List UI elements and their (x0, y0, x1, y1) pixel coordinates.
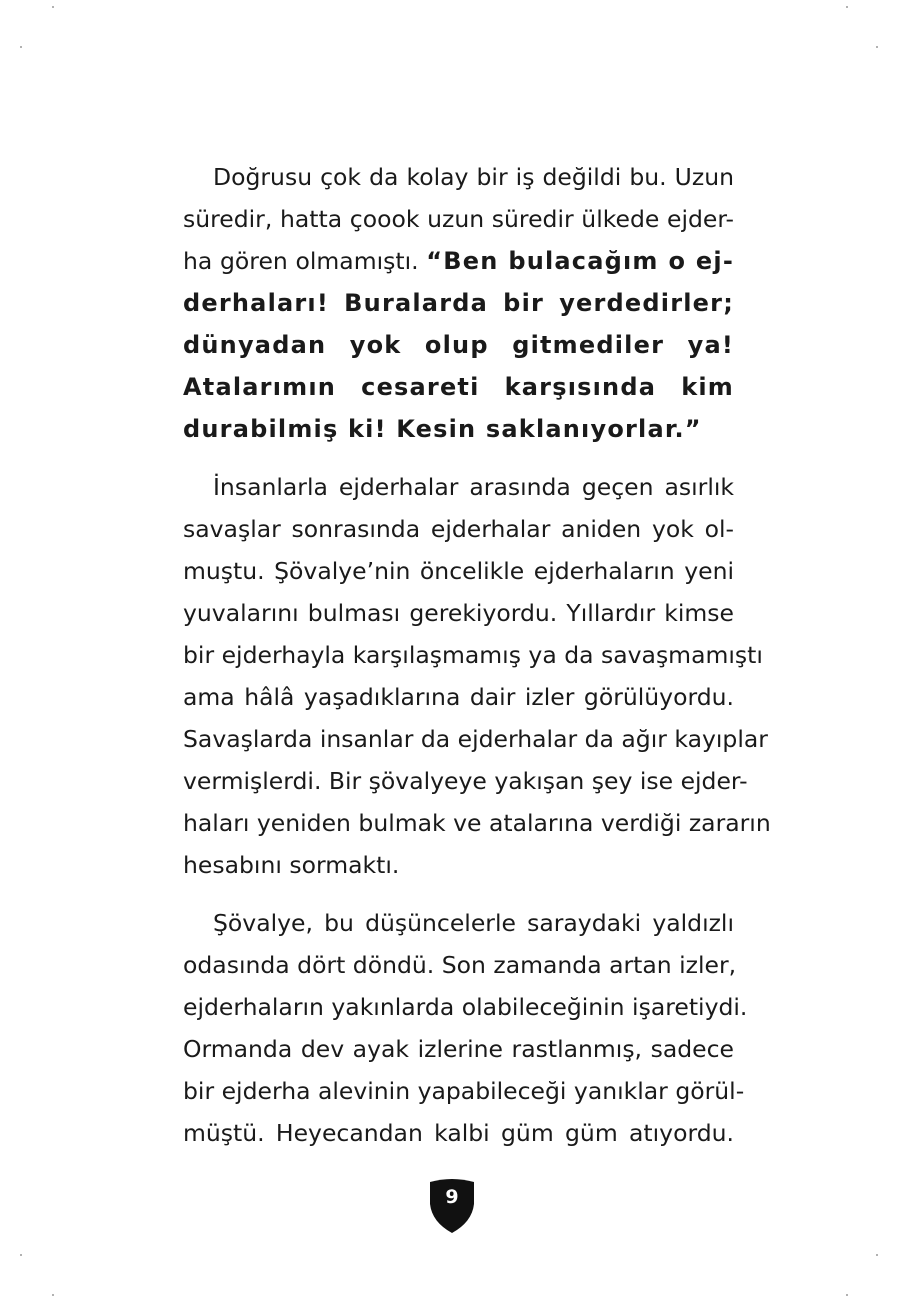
text-line: odasında dört döndü. Son zamanda artan izler, (183, 951, 737, 979)
paragraph-1 (183, 156, 734, 450)
quote-line: dünyadan yok olup gitmediler ya! (183, 331, 734, 359)
text-line: yuvalarını bulması gerekiyordu. Yıllardır kimse (183, 599, 734, 627)
crop-mark (52, 6, 54, 8)
text-line: bir ejderha alevinin yapabileceği yanıklar görül- (183, 1077, 745, 1105)
text-line: Ormanda dev ayak izlerine rastlanmış, sadece (183, 1035, 734, 1063)
paragraph-3 (183, 902, 748, 1154)
text-line: ama hâlâ yaşadıklarına dair izler görülüyordu. (183, 683, 734, 711)
page-number: 9 (445, 1186, 459, 1208)
text-line: Savaşlarda insanlar da ejderhalar da ağır kayıplar (183, 725, 768, 753)
text-line: hesabını sormaktı. (183, 851, 400, 879)
crop-mark (846, 1294, 848, 1296)
crop-mark (20, 1254, 22, 1256)
quote-start: “Ben bulacağım o ej- (426, 247, 734, 275)
text-line (183, 240, 734, 282)
text-line: Doğrusu çok da kolay bir iş değildi bu. Uzun (213, 163, 734, 191)
text-line: bir ejderhayla karşılaşmamış ya da savaşmamıştı (183, 641, 763, 669)
quote-line: Atalarımın cesareti karşısında kim (183, 373, 734, 401)
text-line: haları yeniden bulmak ve atalarına verdiği zararın (183, 809, 771, 837)
text-line: muştu. Şövalye’nin öncelikle ejderhaların yeni (183, 557, 734, 585)
crop-mark (876, 46, 878, 48)
text-line: müştü. Heyecandan kalbi güm güm atıyordu. (183, 1119, 734, 1147)
crop-mark (876, 1254, 878, 1256)
crop-mark (846, 6, 848, 8)
text-line: vermişlerdi. Bir şövalyeye yakışan şey ise ejder- (183, 767, 748, 795)
crop-mark (52, 1294, 54, 1296)
crop-mark (20, 46, 22, 48)
text-line: savaşlar sonrasında ejderhalar aniden yok ol- (183, 515, 734, 543)
text-line: süredir, hatta çoook uzun süredir ülkede ejder- (183, 205, 734, 233)
paragraph-2 (183, 466, 771, 886)
text-line-regular-part: ha gören olmamıştı. (183, 247, 427, 275)
page-number-badge (428, 1178, 476, 1234)
book-page-text (183, 156, 771, 1154)
quote-line: durabilmiş ki! Kesin saklanıyorlar.” (183, 415, 702, 443)
text-line: Şövalye, bu düşüncelerle saraydaki yaldızlı (213, 909, 734, 937)
text-line: ejderhaların yakınlarda olabileceğinin işaretiydi. (183, 993, 748, 1021)
text-line: İnsanlarla ejderhalar arasında geçen asırlık (213, 473, 734, 501)
quote-line: derhaları! Buralarda bir yerdedirler; (183, 289, 734, 317)
